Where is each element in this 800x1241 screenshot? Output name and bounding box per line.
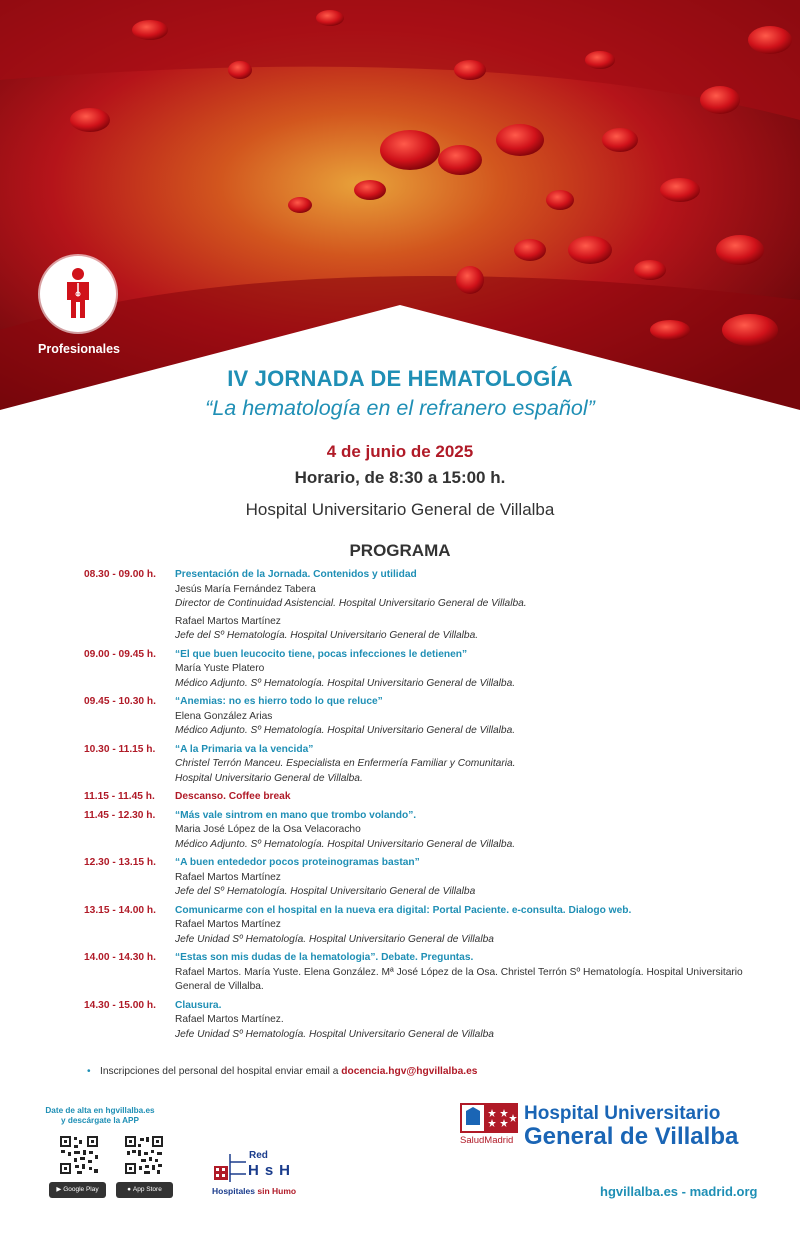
session-body bbox=[175, 809, 744, 853]
professional-person-icon bbox=[64, 268, 92, 320]
session-title: “Anemias: no es hierro todo lo que reluce” bbox=[175, 696, 383, 707]
hsh-caption-a: Hospitales bbox=[212, 1186, 255, 1196]
session-time: 13.15 - 14.00 h. bbox=[84, 904, 156, 916]
session-body bbox=[175, 695, 744, 739]
badge-label: Profesionales bbox=[38, 342, 120, 356]
speaker-name: Elena González Arias bbox=[175, 710, 273, 722]
session-title: Comunicarme con el hospital en la nueva era digital: Portal Paciente. e-consulta. Dialogo web. bbox=[175, 904, 632, 916]
speaker-role: Jefe Unidad Sº Hematología. Hospital Universitario General de Villalba bbox=[175, 1028, 494, 1040]
app-download-text bbox=[40, 1106, 160, 1126]
speaker-role: Jefe del Sº Hematología. Hospital Universitario General de Villalba. bbox=[175, 630, 479, 641]
event-venue: Hospital Universitario General de Villalba bbox=[245, 500, 555, 519]
session-title: “El que buen leucocito tiene, pocas infecciones le detienen” bbox=[175, 648, 468, 660]
speaker-name: Rafael Martos Martínez bbox=[175, 615, 281, 627]
app-text-line1: Date de alta en hgvillalba.es bbox=[45, 1106, 155, 1115]
speaker-name: Rafael Martos Martínez bbox=[175, 919, 281, 930]
session-title: Presentación de la Jornada. Contenidos y utilidad bbox=[175, 569, 417, 580]
hospital-name-line1: Hospital Universitario bbox=[524, 1103, 721, 1124]
session-title: “A buen entededor pocos proteinogramas bastan” bbox=[175, 857, 420, 868]
program-session bbox=[84, 856, 744, 900]
speaker-name: Rafael Martos Martínez bbox=[175, 871, 281, 883]
session-time: 11.45 - 12.30 h. bbox=[84, 809, 156, 821]
app-store-button[interactable] bbox=[116, 1182, 173, 1198]
session-time: 10.30 - 11.15 h. bbox=[84, 743, 156, 755]
speaker-role: Jefe del Sº Hematología. Hospital Universitario General de Villalba bbox=[175, 886, 476, 897]
session-time: 14.00 - 14.30 h. bbox=[84, 952, 156, 963]
event-title: IV JORNADA DE HEMATOLOGÍA bbox=[227, 366, 573, 391]
program-session bbox=[84, 743, 744, 787]
red-label: Red bbox=[249, 1150, 268, 1161]
speaker-name: María Yuste Platero bbox=[175, 663, 265, 674]
speaker-role: Médico Adjunto. Sº Hematología. Hospital Universitario General de Villalba. bbox=[175, 677, 516, 689]
inscriptions-email-link[interactable]: docencia.hgv@hgvillalba.es bbox=[341, 1066, 478, 1077]
app-text-line2: y descárgate la APP bbox=[61, 1116, 139, 1125]
salud-madrid-icon bbox=[460, 1103, 518, 1133]
speaker-role: Jefe Unidad Sº Hematología. Hospital Universitario General de Villalba bbox=[175, 933, 494, 945]
program-session bbox=[84, 695, 744, 739]
professionals-badge bbox=[40, 256, 116, 332]
app-store-label: App Store bbox=[132, 1186, 162, 1193]
program-session bbox=[84, 809, 744, 853]
google-play-button[interactable] bbox=[49, 1182, 106, 1198]
hsh-label: HsH bbox=[248, 1162, 297, 1179]
event-schedule: Horario, de 8:30 a 15:00 h. bbox=[294, 468, 506, 487]
program-session bbox=[84, 790, 744, 805]
session-title: Descanso. Coffee break bbox=[175, 791, 291, 802]
speaker-name: Rafael Martos. María Yuste. Elena González. Mª José López de la Osa. Christel Terrón Sº Hematología. Hospital Universitario General de Villalba. bbox=[175, 966, 743, 992]
hsh-network-icon bbox=[212, 1150, 246, 1186]
session-title: Clausura. bbox=[175, 999, 222, 1011]
session-body bbox=[175, 951, 744, 995]
speaker-role: Director de Continuidad Asistencial. Hospital Universitario General de Villalba. bbox=[175, 598, 527, 609]
event-subtitle: “La hematología en el refranero español” bbox=[205, 396, 595, 420]
session-title: “Más vale sintrom en mano que trombo volando”. bbox=[175, 809, 417, 821]
hospital-name-line2: General de Villalba bbox=[524, 1123, 739, 1150]
hsh-caption bbox=[212, 1186, 296, 1196]
session-title: “Estas son mis dudas de la hematologia”. Debate. Preguntas. bbox=[175, 952, 474, 963]
program-session bbox=[84, 648, 744, 692]
speaker-role: Hospital Universitario General de Villalba. bbox=[175, 772, 363, 784]
session-time: 12.30 - 13.15 h. bbox=[84, 857, 156, 868]
speaker-role: Médico Adjunto. Sº Hematología. Hospital Universitario General de Villalba. bbox=[175, 838, 516, 850]
program-session bbox=[84, 999, 744, 1043]
website-links[interactable]: hgvillalba.es - madrid.org bbox=[600, 1184, 758, 1199]
inscriptions-note bbox=[87, 1066, 478, 1077]
session-time: 14.30 - 15.00 h. bbox=[84, 999, 156, 1011]
session-body bbox=[175, 648, 744, 692]
session-time: 11.15 - 11.45 h. bbox=[84, 791, 155, 802]
session-body bbox=[175, 743, 744, 787]
program-list bbox=[84, 568, 744, 1046]
salud-madrid-label: SaludMadrid bbox=[460, 1135, 514, 1146]
google-play-label: Google Play bbox=[63, 1186, 99, 1193]
speaker-name: Rafael Martos Martínez. bbox=[175, 1014, 284, 1025]
session-title: “A la Primaria va la vencida” bbox=[175, 743, 314, 755]
bullet-icon: • bbox=[87, 1066, 91, 1077]
blood-cells-image bbox=[0, 0, 800, 410]
hsh-caption-b: sin Humo bbox=[255, 1186, 297, 1196]
apple-icon: ● bbox=[127, 1186, 132, 1193]
program-heading: PROGRAMA bbox=[349, 541, 451, 560]
speaker-role: Médico Adjunto. Sº Hematología. Hospital Universitario General de Villalba. bbox=[175, 725, 516, 736]
speaker-name: Maria José López de la Osa Velacoracho bbox=[175, 824, 361, 835]
session-body bbox=[175, 999, 744, 1043]
speaker-role: Christel Terrón Manceu. Especialista en Enfermería Familiar y Comunitaria. bbox=[175, 758, 516, 769]
hospitales-sin-humo-logo bbox=[212, 1148, 312, 1200]
program-session bbox=[84, 904, 744, 948]
session-body bbox=[175, 904, 744, 948]
hero-banner bbox=[0, 0, 800, 410]
session-time: 09.00 - 09.45 h. bbox=[84, 648, 156, 660]
event-date: 4 de junio de 2025 bbox=[326, 442, 474, 461]
speaker-name: Jesús María Fernández Tabera bbox=[175, 583, 316, 595]
session-body bbox=[175, 568, 744, 644]
qr-code-ios[interactable] bbox=[124, 1135, 164, 1175]
google-play-icon: ▶ bbox=[56, 1186, 62, 1193]
session-time: 09.45 - 10.30 h. bbox=[84, 696, 156, 707]
qr-code-android[interactable] bbox=[59, 1135, 99, 1175]
session-body bbox=[175, 790, 744, 805]
session-body bbox=[175, 856, 744, 900]
session-time: 08.30 - 09.00 h. bbox=[84, 569, 156, 580]
program-session bbox=[84, 568, 744, 644]
program-session bbox=[84, 951, 744, 995]
inscriptions-text: Inscripciones del personal del hospital enviar email a bbox=[100, 1066, 342, 1077]
hospital-logo bbox=[460, 1103, 770, 1151]
